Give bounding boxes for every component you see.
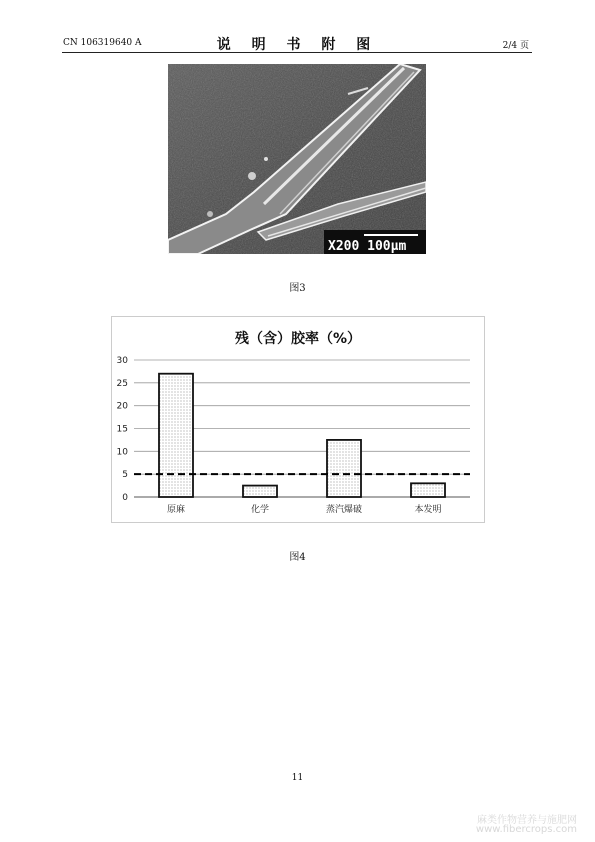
bar-2 <box>327 440 361 497</box>
watermark-line1: 麻类作物营养与施肥网 <box>477 815 577 826</box>
page-of-total: 2/4 页 <box>502 41 529 51</box>
x-tick-label: 本发明 <box>414 505 442 515</box>
figure3-caption: 图3 <box>289 283 306 294</box>
y-tick-label: 20 <box>116 401 128 412</box>
bar-3 <box>411 483 445 497</box>
x-tick-label: 原麻 <box>166 505 186 515</box>
y-tick-label: 5 <box>122 470 128 481</box>
patent-number: CN 106319640 A <box>63 38 142 48</box>
section-title: 说 明 书 附 图 <box>216 37 379 53</box>
bar-1 <box>243 486 277 497</box>
sem-micrograph <box>168 64 426 254</box>
figure4-caption: 图4 <box>289 552 306 563</box>
scale-label: X200 100μm <box>328 239 407 254</box>
y-tick-label: 30 <box>116 356 128 366</box>
page-number: 11 <box>291 773 304 783</box>
chart-svg <box>111 316 485 523</box>
y-tick-label: 25 <box>116 378 128 389</box>
bar-0 <box>159 374 193 497</box>
x-tick-label: 蒸汽爆破 <box>325 505 363 515</box>
header-rule <box>62 52 532 53</box>
chart-title: 残（含）胶率（%） <box>234 331 362 347</box>
x-tick-label: 化学 <box>250 505 270 515</box>
residual-gum-chart <box>111 316 485 523</box>
y-tick-label: 0 <box>122 493 128 503</box>
y-tick-label: 15 <box>116 424 128 435</box>
watermark-line2: www.fibercrops.com <box>475 824 577 835</box>
y-tick-label: 10 <box>116 447 128 458</box>
